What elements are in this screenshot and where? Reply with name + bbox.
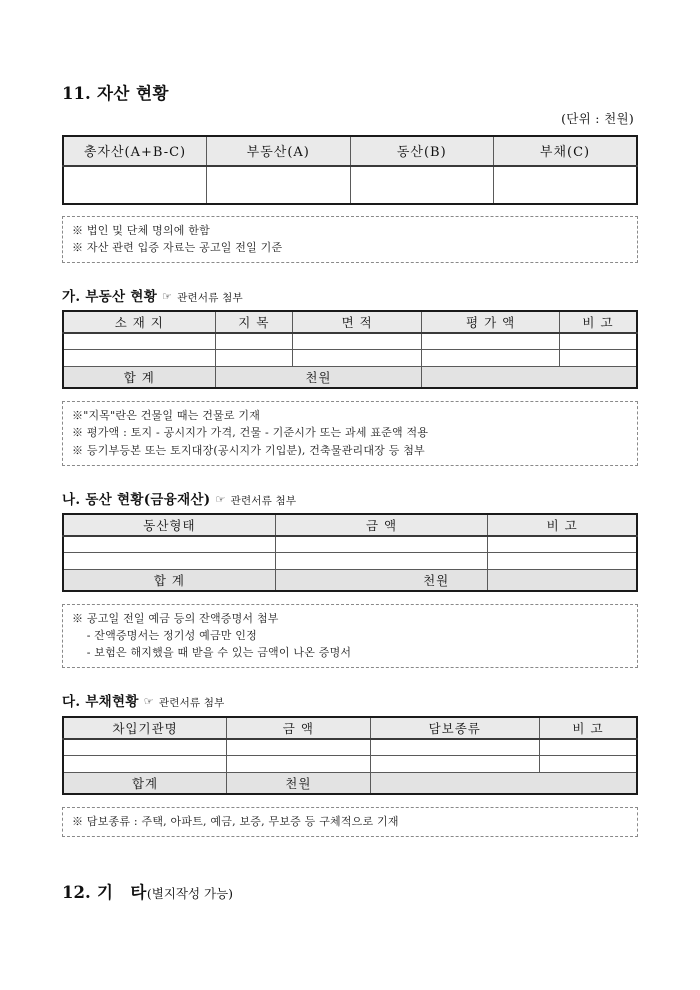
realestate-header-value: 평 가 액 <box>422 311 560 333</box>
movable-total-label: 합 계 <box>63 570 275 592</box>
section-12-heading <box>62 883 638 904</box>
pointing-hand-icon: ☞ <box>162 289 173 303</box>
realestate-total-label: 합 계 <box>63 367 215 389</box>
realestate-note-line-2: ※ 평가액 : 토지 - 공시지가 가격, 건물 - 기준시가 또는 과세 표준액 적용 <box>72 426 429 440</box>
subsection-debt-label: 다. 부채현황 <box>62 694 139 711</box>
pointing-hand-icon: ☞ <box>215 492 226 506</box>
realestate-note-line-3: ※ 등기부등본 또는 토지대장(공시지가 기입분), 건축물관리대장 등 첨부 <box>72 443 425 457</box>
subsection-realestate-heading <box>62 289 638 305</box>
subsection-debt-heading <box>62 694 638 710</box>
debt-cell[interactable] <box>370 739 539 756</box>
debt-cell[interactable] <box>539 756 637 773</box>
movable-total-unit: 천원 <box>275 570 487 592</box>
spacer <box>62 837 638 883</box>
realestate-cell[interactable] <box>559 350 637 367</box>
subsection-realestate-label: 가. 부동산 현황 <box>62 288 158 305</box>
section-12-subnote: (별지작성 가능) <box>146 886 234 902</box>
subsection-movable-label: 나. 동산 현황(금융재산) <box>62 491 211 508</box>
table-row <box>63 333 637 350</box>
debt-cell[interactable] <box>63 739 227 756</box>
table-header-row <box>63 717 637 739</box>
debt-header-remark: 비 고 <box>539 717 637 739</box>
asset-value-movable[interactable] <box>350 166 494 204</box>
debt-cell[interactable] <box>227 739 371 756</box>
spacer <box>62 263 638 289</box>
section-12-number: 12. <box>62 883 91 903</box>
movable-cell[interactable] <box>275 553 487 570</box>
realestate-notes-box <box>62 401 638 465</box>
section-11-heading <box>62 84 638 105</box>
realestate-cell[interactable] <box>559 333 637 350</box>
movable-cell[interactable] <box>488 536 637 553</box>
debt-header-institution: 차입기관명 <box>63 717 227 739</box>
asset-header-movable: 동산(B) <box>350 136 494 166</box>
realestate-header-location: 소 재 지 <box>63 311 215 333</box>
asset-header-total: 총자산(A+B-C) <box>63 136 207 166</box>
table-total-row <box>63 773 637 795</box>
table-total-row <box>63 367 637 389</box>
movable-cell[interactable] <box>488 553 637 570</box>
table-row <box>63 166 637 204</box>
realestate-header-remark: 비 고 <box>559 311 637 333</box>
debt-cell[interactable] <box>370 756 539 773</box>
table-header-row <box>63 311 637 333</box>
subsection-movable-heading <box>62 492 638 508</box>
movable-note-line-1: ※ 공고일 전일 예금 등의 잔액증명서 첨부 <box>72 612 279 626</box>
debt-notes-box <box>62 807 638 837</box>
movable-cell[interactable] <box>63 553 275 570</box>
movable-cell[interactable] <box>63 536 275 553</box>
section-11-number: 11. <box>62 84 91 103</box>
spacer <box>62 592 638 604</box>
movable-notes-box <box>62 604 638 668</box>
debt-note-line-1: ※ 담보종류 : 주택, 아파트, 예금, 보증, 무보증 등 구체적으로 기재 <box>72 815 399 829</box>
debt-total-label: 합계 <box>63 773 227 795</box>
spacer <box>62 668 638 694</box>
asset-header-realestate: 부동산(A) <box>207 136 351 166</box>
debt-header-amount: 금 액 <box>227 717 371 739</box>
debt-cell[interactable] <box>63 756 227 773</box>
asset-note-line-1: ※ 법인 및 단체 명의에 한함 <box>72 223 210 237</box>
asset-value-realestate[interactable] <box>207 166 351 204</box>
movable-header-remark: 비 고 <box>488 514 637 536</box>
realestate-cell[interactable] <box>422 333 560 350</box>
movable-note-line-2: - 잔액증명서는 정기성 예금만 인정 <box>83 629 257 643</box>
section-12-title-first: 기 <box>96 883 114 903</box>
table-row <box>63 553 637 570</box>
section-12-title-second: 타 <box>130 883 147 903</box>
debt-total-unit: 천원 <box>227 773 371 795</box>
movable-assets-table <box>62 513 638 593</box>
debt-cell[interactable] <box>539 739 637 756</box>
debt-header-collateral: 담보종류 <box>370 717 539 739</box>
asset-value-total[interactable] <box>63 166 207 204</box>
realestate-note-line-1: ※"지목"란은 건물일 때는 건물로 기재 <box>72 409 261 423</box>
realestate-cell[interactable] <box>215 350 292 367</box>
table-row <box>63 739 637 756</box>
movable-total-remark[interactable] <box>488 570 637 592</box>
debt-table <box>62 716 638 796</box>
asset-value-debt[interactable] <box>494 166 638 204</box>
realestate-total-remark[interactable] <box>422 367 637 389</box>
section-11-title: 자산 현황 <box>96 84 169 103</box>
pointing-hand-icon: ☞ <box>143 695 154 709</box>
subsection-movable-attach: 관련서류 첨부 <box>230 494 297 507</box>
table-row <box>63 536 637 553</box>
realestate-cell[interactable] <box>293 333 422 350</box>
realestate-cell[interactable] <box>215 333 292 350</box>
realestate-table <box>62 310 638 390</box>
realestate-cell[interactable] <box>63 350 215 367</box>
realestate-cell[interactable] <box>422 350 560 367</box>
table-header-row <box>63 136 637 166</box>
subsection-realestate-attach: 관련서류 첨부 <box>177 291 243 304</box>
table-total-row <box>63 570 637 592</box>
table-header-row <box>63 514 637 536</box>
movable-note-line-3: - 보험은 해지했을 때 받을 수 있는 금액이 나온 증명서 <box>83 646 352 660</box>
table-row <box>63 350 637 367</box>
spacer <box>62 466 638 492</box>
realestate-header-area: 면 적 <box>293 311 422 333</box>
debt-total-remark[interactable] <box>370 773 637 795</box>
debt-cell[interactable] <box>227 756 371 773</box>
spacer <box>62 389 638 401</box>
realestate-total-unit: 천원 <box>215 367 422 389</box>
realestate-header-category: 지 목 <box>215 311 292 333</box>
realestate-cell[interactable] <box>63 333 215 350</box>
asset-notes-box <box>62 216 638 263</box>
realestate-cell[interactable] <box>293 350 422 367</box>
movable-cell[interactable] <box>275 536 487 553</box>
subsection-debt-attach: 관련서류 첨부 <box>158 697 225 710</box>
asset-header-debt: 부채(C) <box>494 136 638 166</box>
table-row <box>63 756 637 773</box>
asset-summary-table <box>62 135 638 205</box>
spacer <box>62 795 638 807</box>
movable-header-type: 동산형태 <box>63 514 275 536</box>
movable-header-amount: 금 액 <box>275 514 487 536</box>
asset-note-line-2: ※ 자산 관련 입증 자료는 공고일 전일 기준 <box>72 240 283 254</box>
unit-note: (단위 : 천원) <box>561 110 634 126</box>
